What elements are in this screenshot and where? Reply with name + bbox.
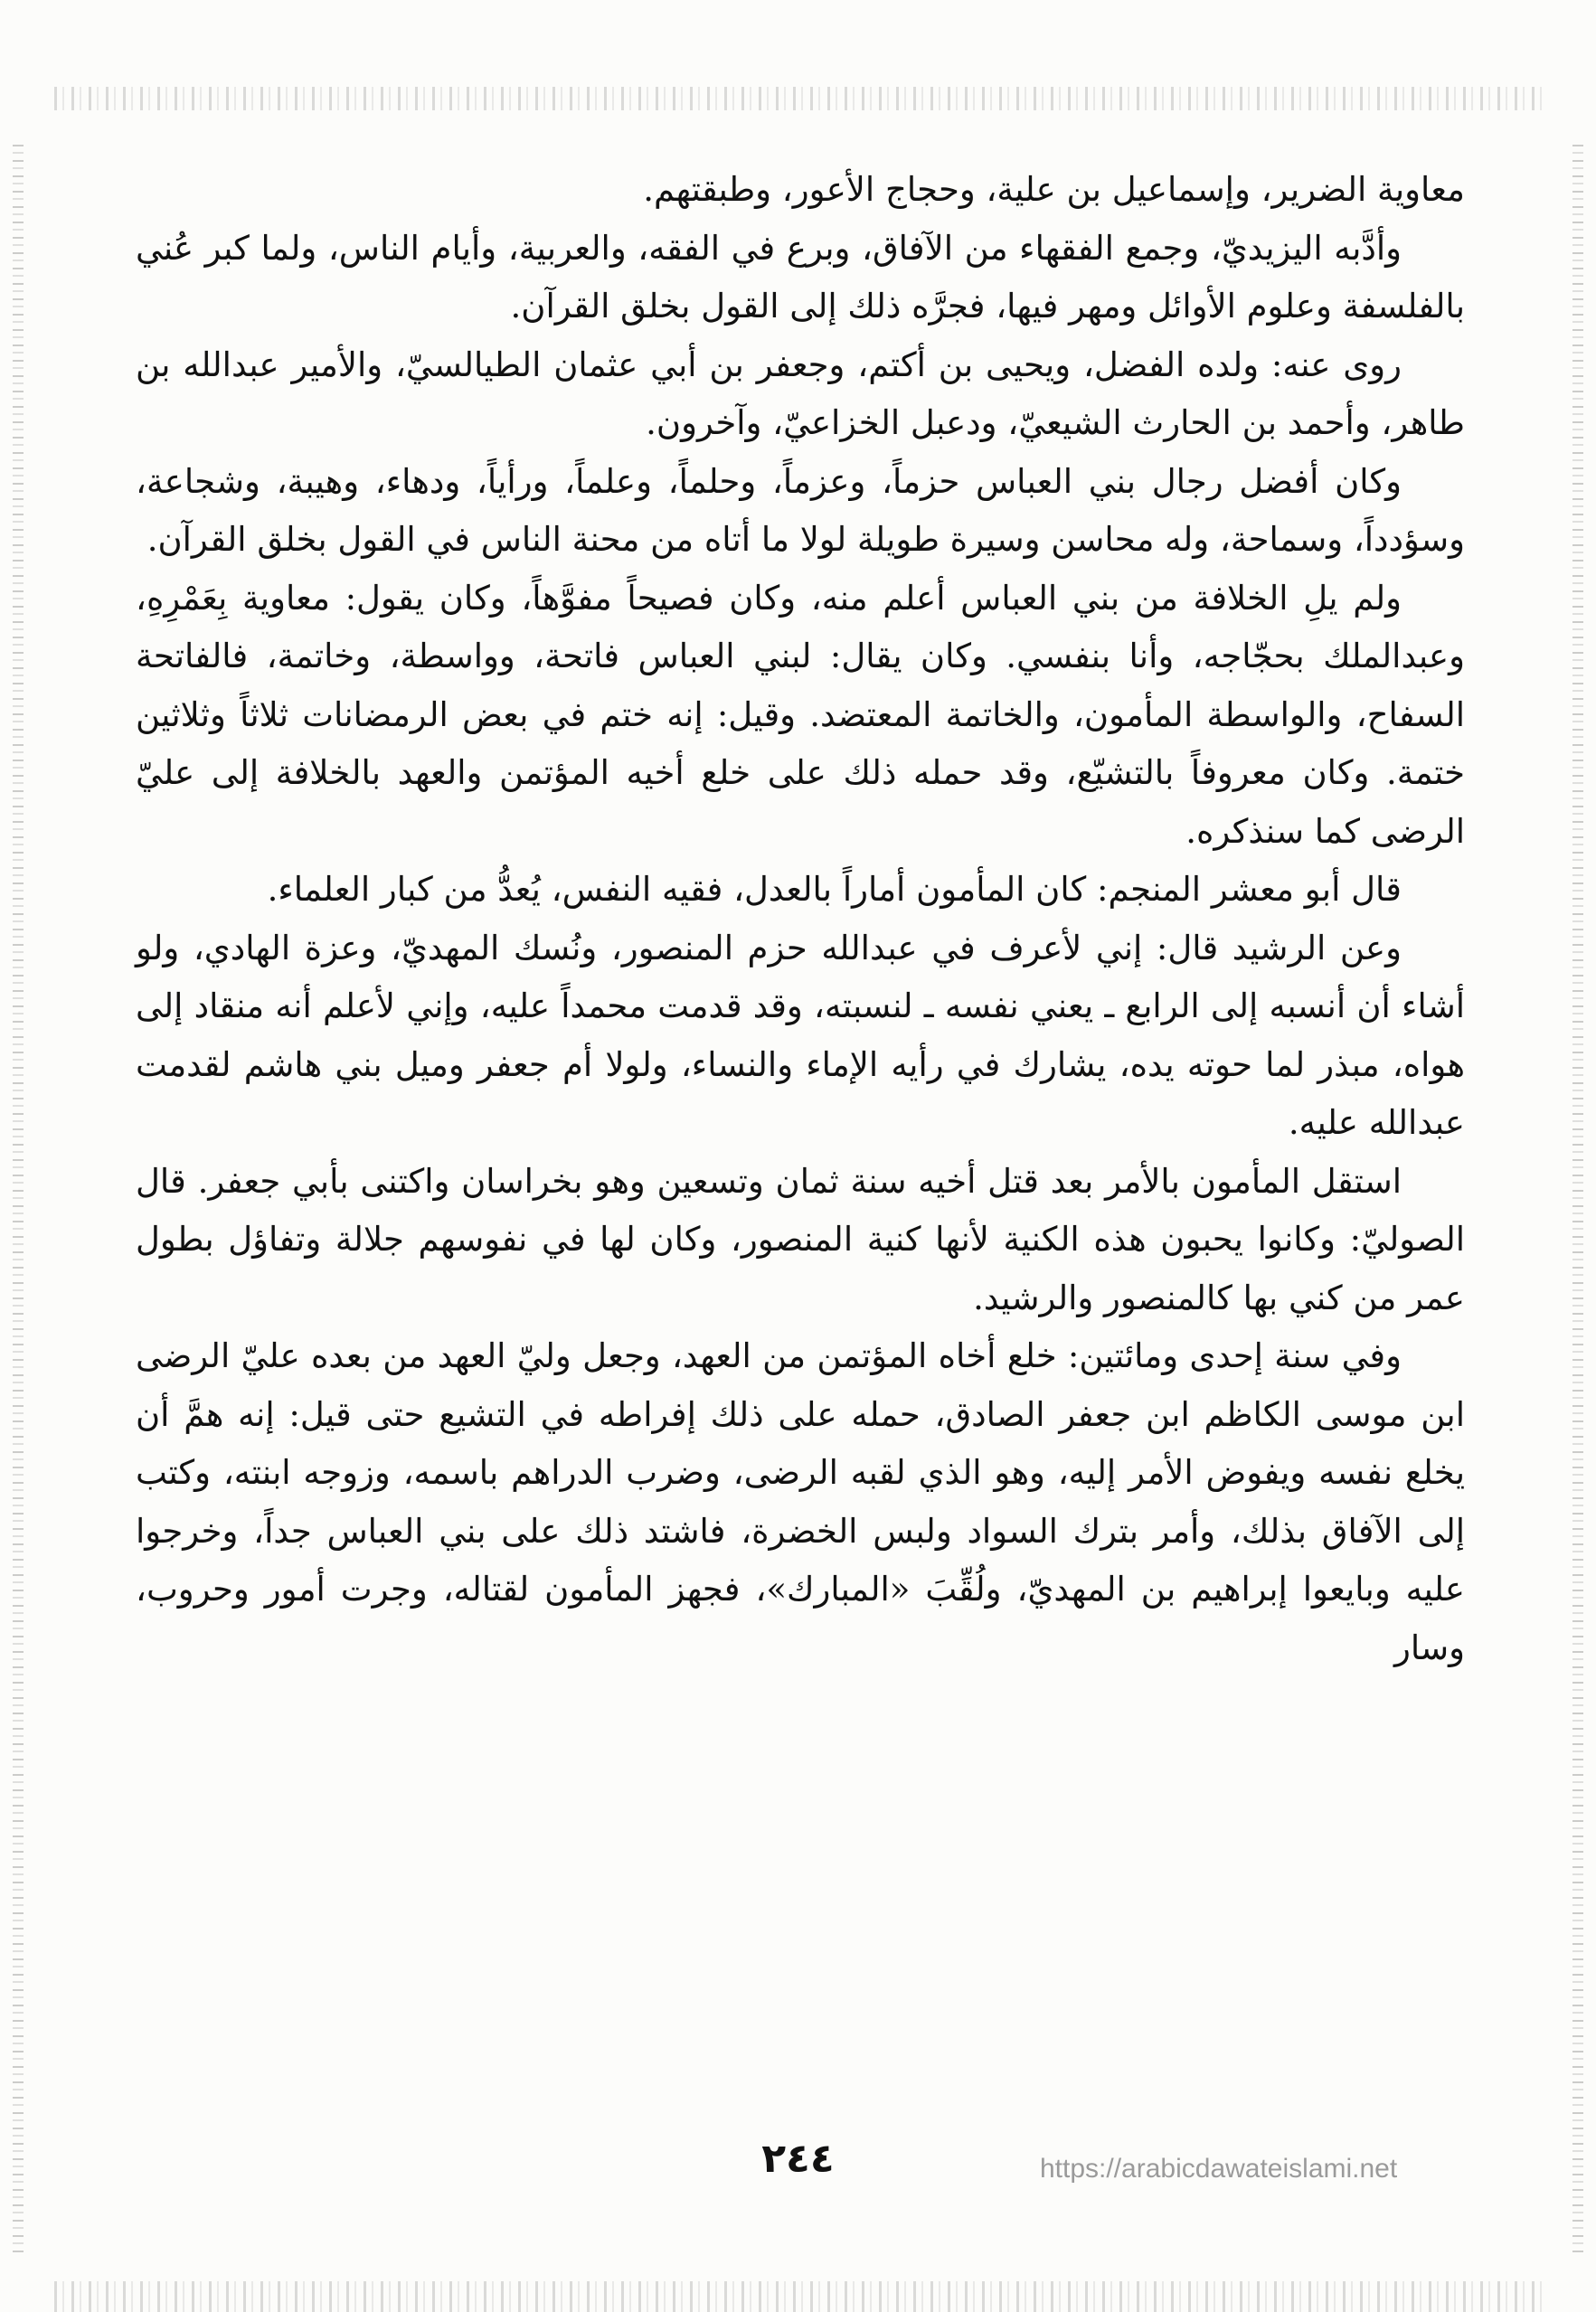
scan-bottom-border xyxy=(54,2281,1542,2312)
body-text xyxy=(136,161,1465,1677)
scan-left-border xyxy=(13,145,24,2258)
watermark-url: https://arabicdawateislami.net xyxy=(1040,2154,1398,2184)
paragraph: وعن الرشيد قال: إني لأعرف في عبدالله حزم المنصور، ونُسك المهديّ، وعزة الهادي، ولو أشاء أن أنسبه إلى الرابع ـ يعني نفسه ـ لنسبته، وقد قدمت محمداً عليه، وإني لأعلم أنه منقاد إلى هواه، مبذر لما حوته يده، يشارك في رأيه الإماء والنساء، ولولا أم جعفر وميل بني هاشم لقدمت عبدالله عليه. xyxy=(136,928,1465,1142)
page-number: ٢٤٤ xyxy=(761,2136,835,2182)
paragraph: معاوية الضرير، وإسماعيل بن علية، وحجاج الأعور، وطبقتهم. xyxy=(643,170,1465,209)
paragraph: استقل المأمون بالأمر بعد قتل أخيه سنة ثمان وتسعين وهو بخراسان واكتنى بأبي جعفر. قال الصوليّ: وكانوا يحبون هذه الكنية لأنها كنية المنصور، وكان لها في نفوسهم جلالة وتفاؤل بطول عمر من كني بها كالمنصور والرشيد. xyxy=(136,1161,1465,1317)
paragraph: ولم يلِ الخلافة من بني العباس أعلم منه، وكان فصيحاً مفوَّهاً، وكان يقول: معاوية بِعَمْرِهِ، وعبدالملك بحجّاجه، وأنا بنفسي. وكان يقال: لبني العباس فاتحة، وواسطة، وخاتمة، فالفاتحة السفاح، والواسطة المأمون، والخاتمة المعتضد. وقيل: إنه ختم في بعض الرمضانات ثلاثاً وثلاثين ختمة. وكان معروفاً بالتشيّع، وقد حمله ذلك على خلع أخيه المؤتمن والعهد بالخلافة إلى عليّ الرضى كما سنذكره. xyxy=(136,578,1465,851)
paragraph: وكان أفضل رجال بني العباس حزماً، وعزماً، وحلماً، وعلماً، ورأياً، ودهاء، وهيبة، وشجاعة، وسؤدداً، وسماحة، وله محاسن وسيرة طويلة لولا ما أتاه من محنة الناس في القول بخلق القرآن. xyxy=(136,461,1465,559)
paragraph: وفي سنة إحدى ومائتين: خلع أخاه المؤتمن من العهد، وجعل وليّ العهد من بعده عليّ الرضى ابن موسى الكاظم ابن جعفر الصادق، حمله على ذلك إفراطه في التشيع حتى قيل: إنه همَّ أن يخلع نفسه ويفوض الأمر إليه، وهو الذي لقبه الرضى، وضرب الدراهم باسمه، وزوجه ابنته، وكتب إلى الآفاق بذلك، وأمر بترك السواد ولبس الخضرة، فاشتد ذلك على بني العباس جداً، وخرجوا عليه وبايعوا إبراهيم بن المهديّ، ولُقِّبَ «المبارك»، فجهز المأمون لقتاله، وجرت أمور وحروب، وسار xyxy=(136,1336,1465,1667)
scan-top-border xyxy=(54,87,1542,110)
paragraph: قال أبو معشر المنجم: كان المأمون أماراً بالعدل، فقيه النفس، يُعدُّ من كبار العلماء. xyxy=(267,870,1402,909)
paragraph: روى عنه: ولده الفضل، ويحيى بن أكتم، وجعفر بن أبي عثمان الطيالسيّ، والأمير عبدالله بن طاهر، وأحمد بن الحارث الشيعيّ، ودعبل الخزاعيّ، وآخرون. xyxy=(136,344,1465,442)
paragraph: وأدَّبه اليزيديّ، وجمع الفقهاء من الآفاق، وبرع في الفقه، والعربية، وأيام الناس، ولما كبر عُني بالفلسفة وعلوم الأوائل ومهر فيها، فجرَّه ذلك إلى القول بخلق القرآن. xyxy=(136,228,1465,326)
scan-right-border xyxy=(1572,145,1583,2258)
